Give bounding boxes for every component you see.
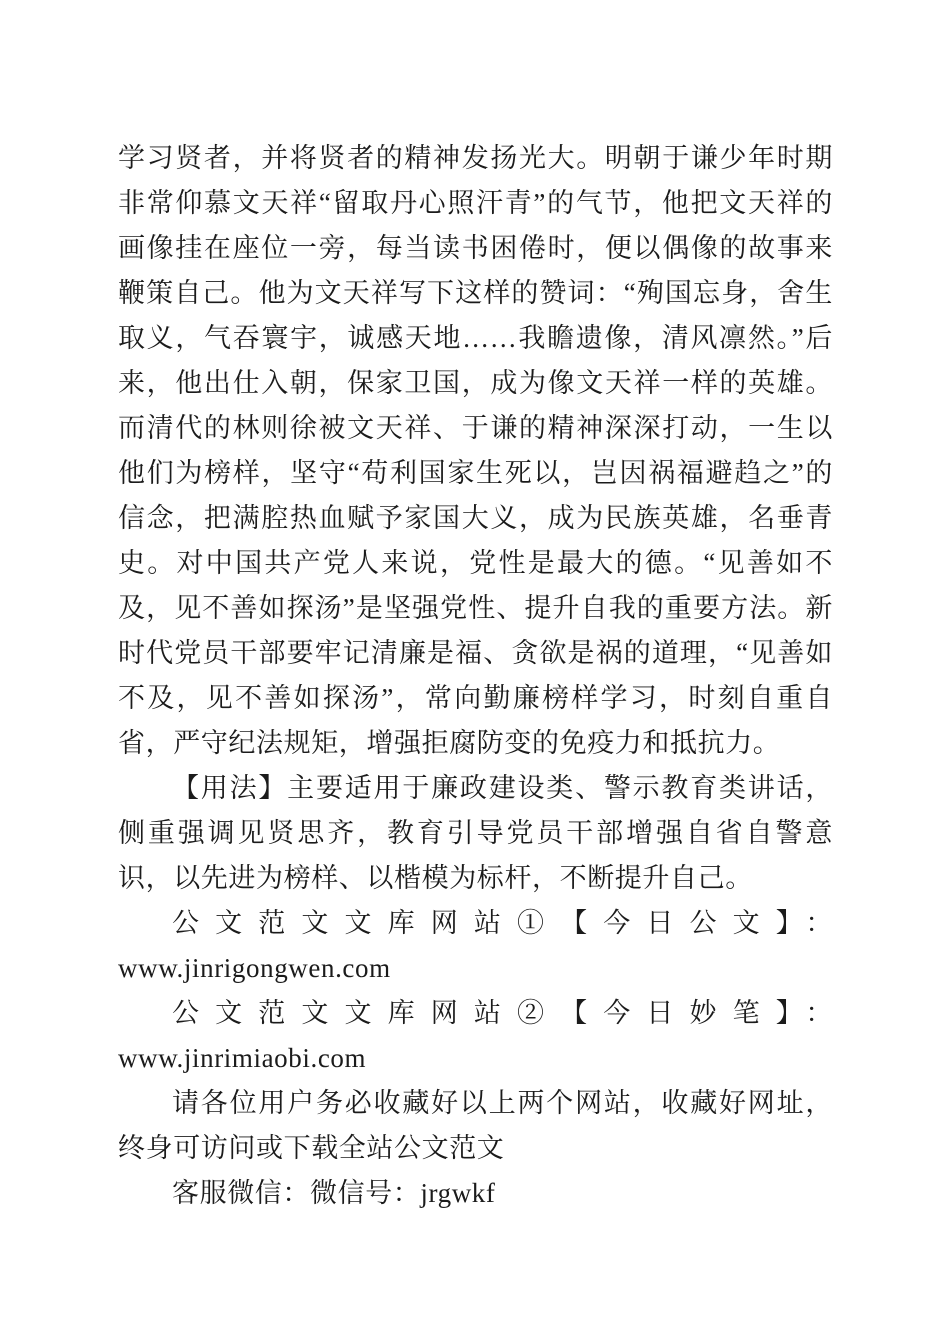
site1-url: www.jinrigongwen.com: [118, 953, 391, 983]
notice-paragraph: 请各位用户务必收藏好以上两个网站，收藏好网址，终身可访问或下载全站公文范文: [118, 1088, 833, 1163]
site2-line: 公文范文文库网站②【今日妙笔】：www.jinrimiaobi.com: [118, 998, 833, 1073]
site1-label-line: 公文范文文库网站①【今日公文】：: [172, 908, 833, 938]
wechat-line: 客服微信：微信号：jrgwkf: [172, 1178, 496, 1208]
body-paragraph: 学习贤者，并将贤者的精神发扬光大。明朝于谦少年时期非常仰慕文天祥“留取丹心照汗青”的气节，他把文天祥的画像挂在座位一旁，每当读书困倦时，便以偶像的故事来鞭策自己。他为文天祥写下这样的赞词：“殉国忘身，舍生取义，气吞寰宇，诚感天地……我瞻遗像，清风凛然。”后来，他出仕入朝，保家卫国，成为像文天祥一样的英雄。而清代的林则徐被文天祥、于谦的精神深深打动，一生以他们为榜样，坚守“苟利国家生死以，岂因祸福避趋之”的信念，把满腔热血赋予家国大义，成为民族英雄，名垂青史。对中国共产党人来说，党性是最大的德。“见善如不及，见不善如探汤”是坚强党性、提升自我的重要方法。新时代党员干部要牢记清廉是福、贪欲是祸的道理，“见善如不及，见不善如探汤”，常向勤廉榜样学习，时刻自重自省，严守纪法规矩，增强拒腐防变的免疫力和抵抗力。: [118, 143, 833, 758]
usage-paragraph: 【用法】主要适用于廉政建设类、警示教育类讲话，侧重强调见贤思齐，教育引导党员干部增强自省自警意识，以先进为榜样、以楷模为标杆，不断提升自己。: [118, 773, 833, 893]
